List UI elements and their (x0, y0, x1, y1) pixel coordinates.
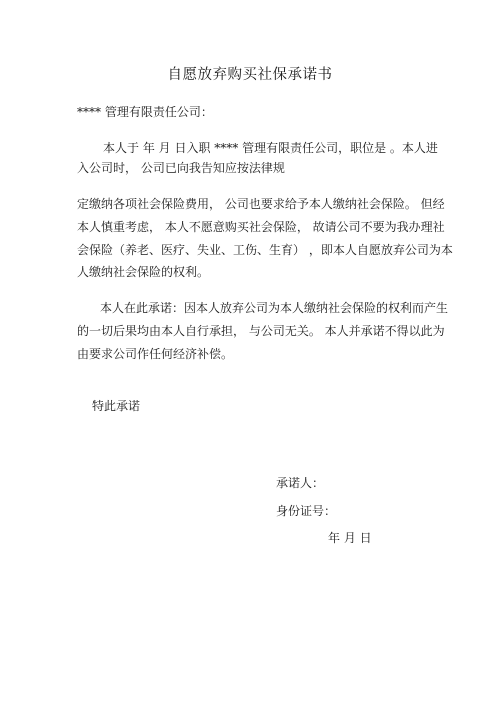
paragraph-1-line-1: 本人于 年 月 日入职 **** 管理有限责任公司，职位是 。本人进 (103, 141, 438, 155)
paragraph-1-line-2: 入公司时， 公司已向我告知应按法律规 (77, 161, 285, 175)
closing-statement: 特此承诺 (92, 399, 141, 413)
paragraph-3-line-3: 由要求公司作任何经济补偿。 (77, 347, 234, 361)
paragraph-2-line-3: 会保险（养老、医疗、失业、工伤、生育） ，即本人自愿放弃公司为本 (77, 243, 453, 257)
paragraph-2-line-1: 定缴纳各项社会保险费用， 公司也要求给予本人缴纳社会保险。 但经 (77, 197, 445, 211)
paragraph-2-line-4: 人缴纳社会保险的权利。 (77, 265, 210, 279)
paragraph-3-line-2: 的一切后果均由本人自行承担， 与公司无关。 本人并承诺不得以此为 (77, 324, 445, 338)
promisor-label: 承诺人： (276, 476, 325, 490)
document-title: 自愿放弃购买社保承诺书 (167, 67, 333, 83)
paragraph-2-line-2: 本人慎重考虑， 本人不愿意购买社会保险， 故请公司不要为我办理社 (77, 220, 445, 234)
paragraph-3-line-1: 本人在此承诺：因本人放弃公司为本人缴纳社会保险的权利而产生 (100, 301, 449, 315)
date-label: 年 月 日 (328, 531, 372, 545)
id-number-label: 身份证号： (276, 504, 337, 518)
addressee: **** 管理有限责任公司： (77, 105, 213, 119)
